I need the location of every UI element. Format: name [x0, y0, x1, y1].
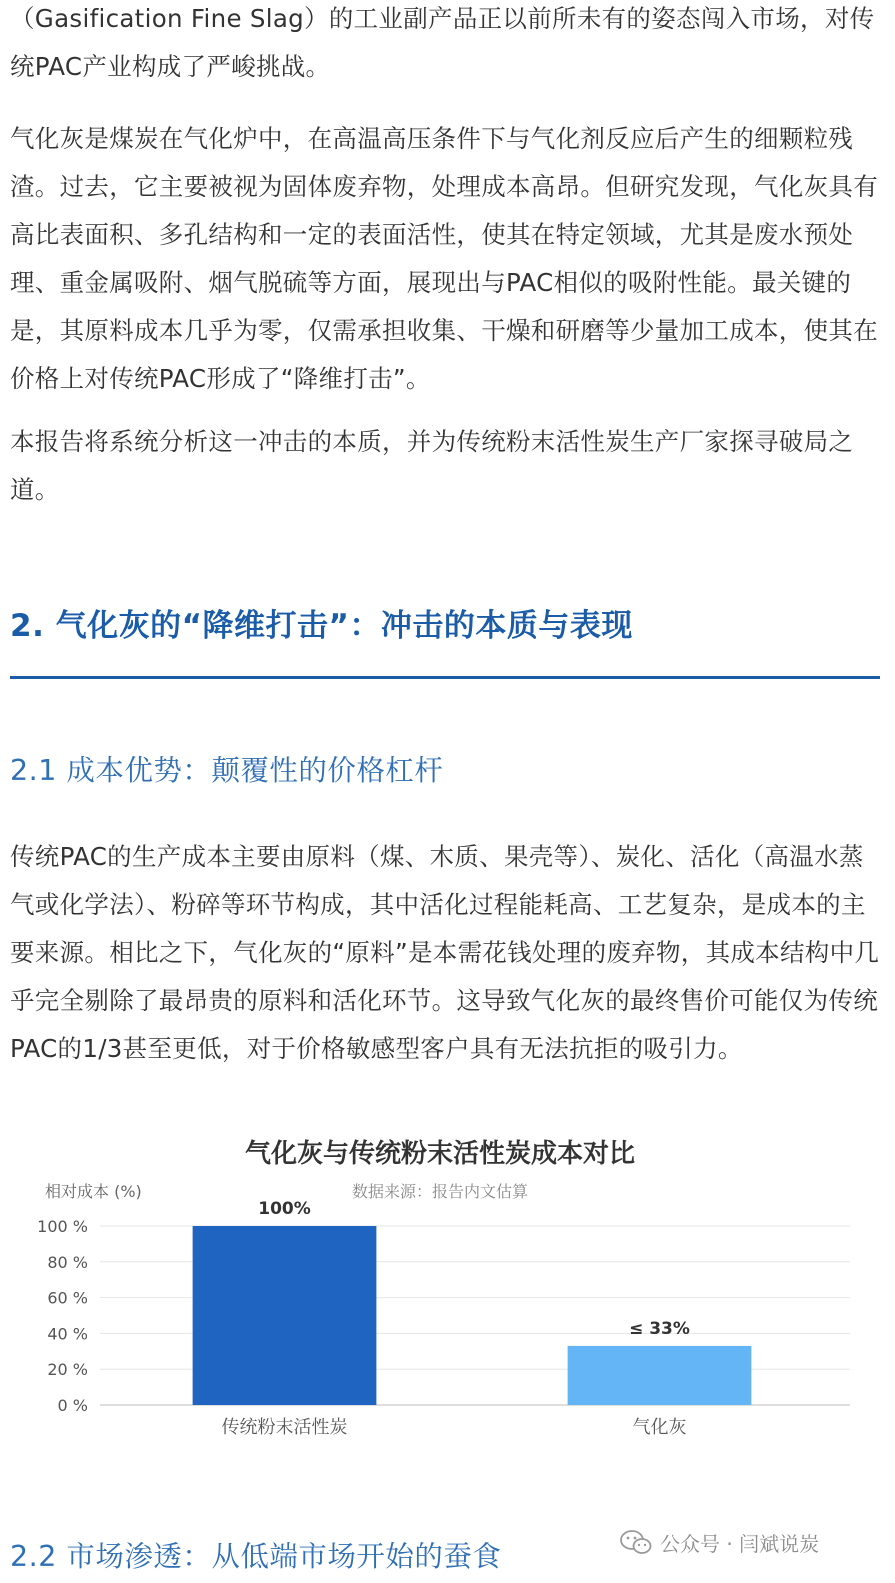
- y-tick-label: 20 %: [47, 1360, 88, 1380]
- x-tick-label: 气化灰: [632, 1417, 687, 1438]
- chart-bars: [193, 1226, 752, 1405]
- x-axis-ticks: [222, 1417, 687, 1438]
- y-tick-label: 40 %: [47, 1324, 88, 1344]
- section-2-1-heading: 2.1 成本优势：颠覆性的价格杠杆: [10, 754, 444, 787]
- section-2-2-heading: 2.2 市场渗透：从低端市场开始的蚕食: [10, 1540, 502, 1573]
- bar-data-label: 100%: [258, 1199, 311, 1219]
- chart-title: 气化灰与传统粉末活性炭成本对比: [244, 1139, 636, 1169]
- gasification-ash-paragraph: 气化灰是煤炭在气化炉中，在高温高压条件下与气化剂反应后产生的细颗粒残渣。过去，它主要被视为固体废弃物，处理成本高昂。但研究发现，气化灰具有高比表面积、多孔结构和一定的表面活性，使其在特定领域，尤其是废水预处理、重金属吸附、烟气脱硫等方面，展现出与PAC相似的吸附性能。最关键的是，其原料成本几乎为零，仅需承担收集、干燥和研磨等少量加工成本，使其在价格上对传统PAC形成了“降维打击”。: [10, 124, 878, 393]
- bar-2: [568, 1346, 752, 1405]
- report-scope-paragraph: 本报告将系统分析这一冲击的本质，并为传统粉末活性炭生产厂家探寻破局之道。: [10, 427, 854, 504]
- watermark-text: 公众号 · 闫斌说炭: [660, 1531, 820, 1556]
- intro-paragraph: （Gasification Fine Slag）的工业副产品正以前所未有的姿态闯入市场，对传统PAC产业构成了严峻挑战。: [10, 4, 875, 81]
- bar-1: [193, 1226, 377, 1405]
- chart-subtitle: 数据来源：报告内文估算: [351, 1182, 529, 1201]
- cost-comparison-chart: [0, 1115, 895, 1455]
- y-tick-label: 100 %: [37, 1217, 88, 1236]
- y-tick-label: 0 %: [57, 1396, 88, 1415]
- wechat-icon: [620, 1529, 652, 1555]
- y-axis-ticks: [37, 1217, 88, 1415]
- x-tick-label: 传统粉末活性炭: [221, 1417, 348, 1438]
- bar-data-label: ≤ 33%: [629, 1318, 690, 1339]
- section-divider: [10, 676, 880, 679]
- y-tick-label: 60 %: [47, 1288, 88, 1308]
- y-tick-label: 80 %: [47, 1252, 88, 1272]
- y-axis-label: 相对成本 (%): [45, 1182, 142, 1201]
- watermark: [620, 1527, 819, 1557]
- section-2-heading: 2. 气化灰的“降维打击”：冲击的本质与表现: [10, 608, 633, 644]
- cost-structure-paragraph: 传统PAC的生产成本主要由原料（煤、木质、果壳等）、炭化、活化（高温水蒸气或化学法）、粉碎等环节构成，其中活化过程能耗高、工艺复杂，是成本的主要来源。相比之下，气化灰的“原料”是本需花钱处理的废弃物，其成本结构中几乎完全剔除了最昂贵的原料和活化环节。这导致气化灰的最终售价可能仅为传统PAC的1/3甚至更低，对于价格敏感型客户具有无法抗拒的吸引力。: [10, 842, 880, 1063]
